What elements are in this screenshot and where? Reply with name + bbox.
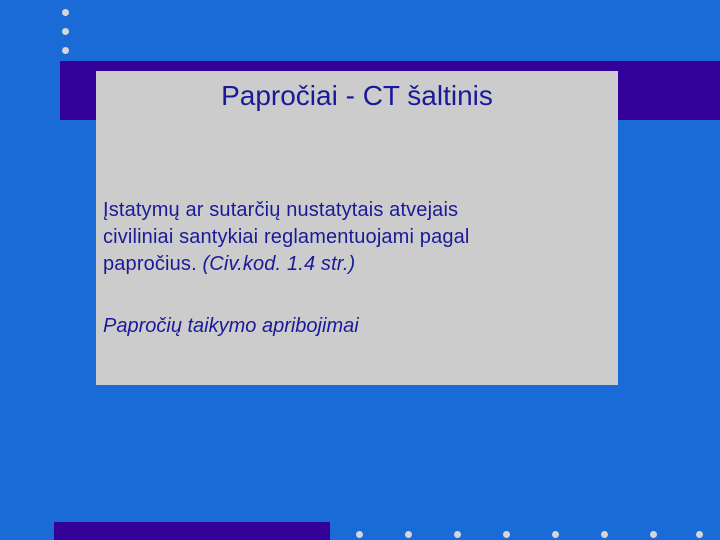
paragraph-text: papročius. [103,253,203,275]
decorative-dot [356,531,363,538]
law-citation: (Civ.kod. 1.4 str.) [202,253,356,275]
bottom-band [54,522,330,540]
decorative-dot [62,47,69,54]
left-dot-column [62,9,70,66]
decorative-dot [503,531,510,538]
paragraph-line: civiliniai santykiai reglamentuojami pagal [103,226,470,248]
subpoint-text: Papročių taikymo apribojimai [103,315,359,337]
paragraph-line [103,251,613,278]
decorative-dot [601,531,608,538]
decorative-dot [650,531,657,538]
decorative-dot [62,9,69,16]
decorative-dot [454,531,461,538]
paragraph-line: Įstatymų ar sutarčių nustatytais atvejais [103,199,459,221]
decorative-dot [62,28,69,35]
decorative-dot [405,531,412,538]
body-paragraph [103,197,613,278]
decorative-dot [696,531,703,538]
slide-title: Papročiai - CT šaltinis [221,80,493,111]
decorative-dot [552,531,559,538]
